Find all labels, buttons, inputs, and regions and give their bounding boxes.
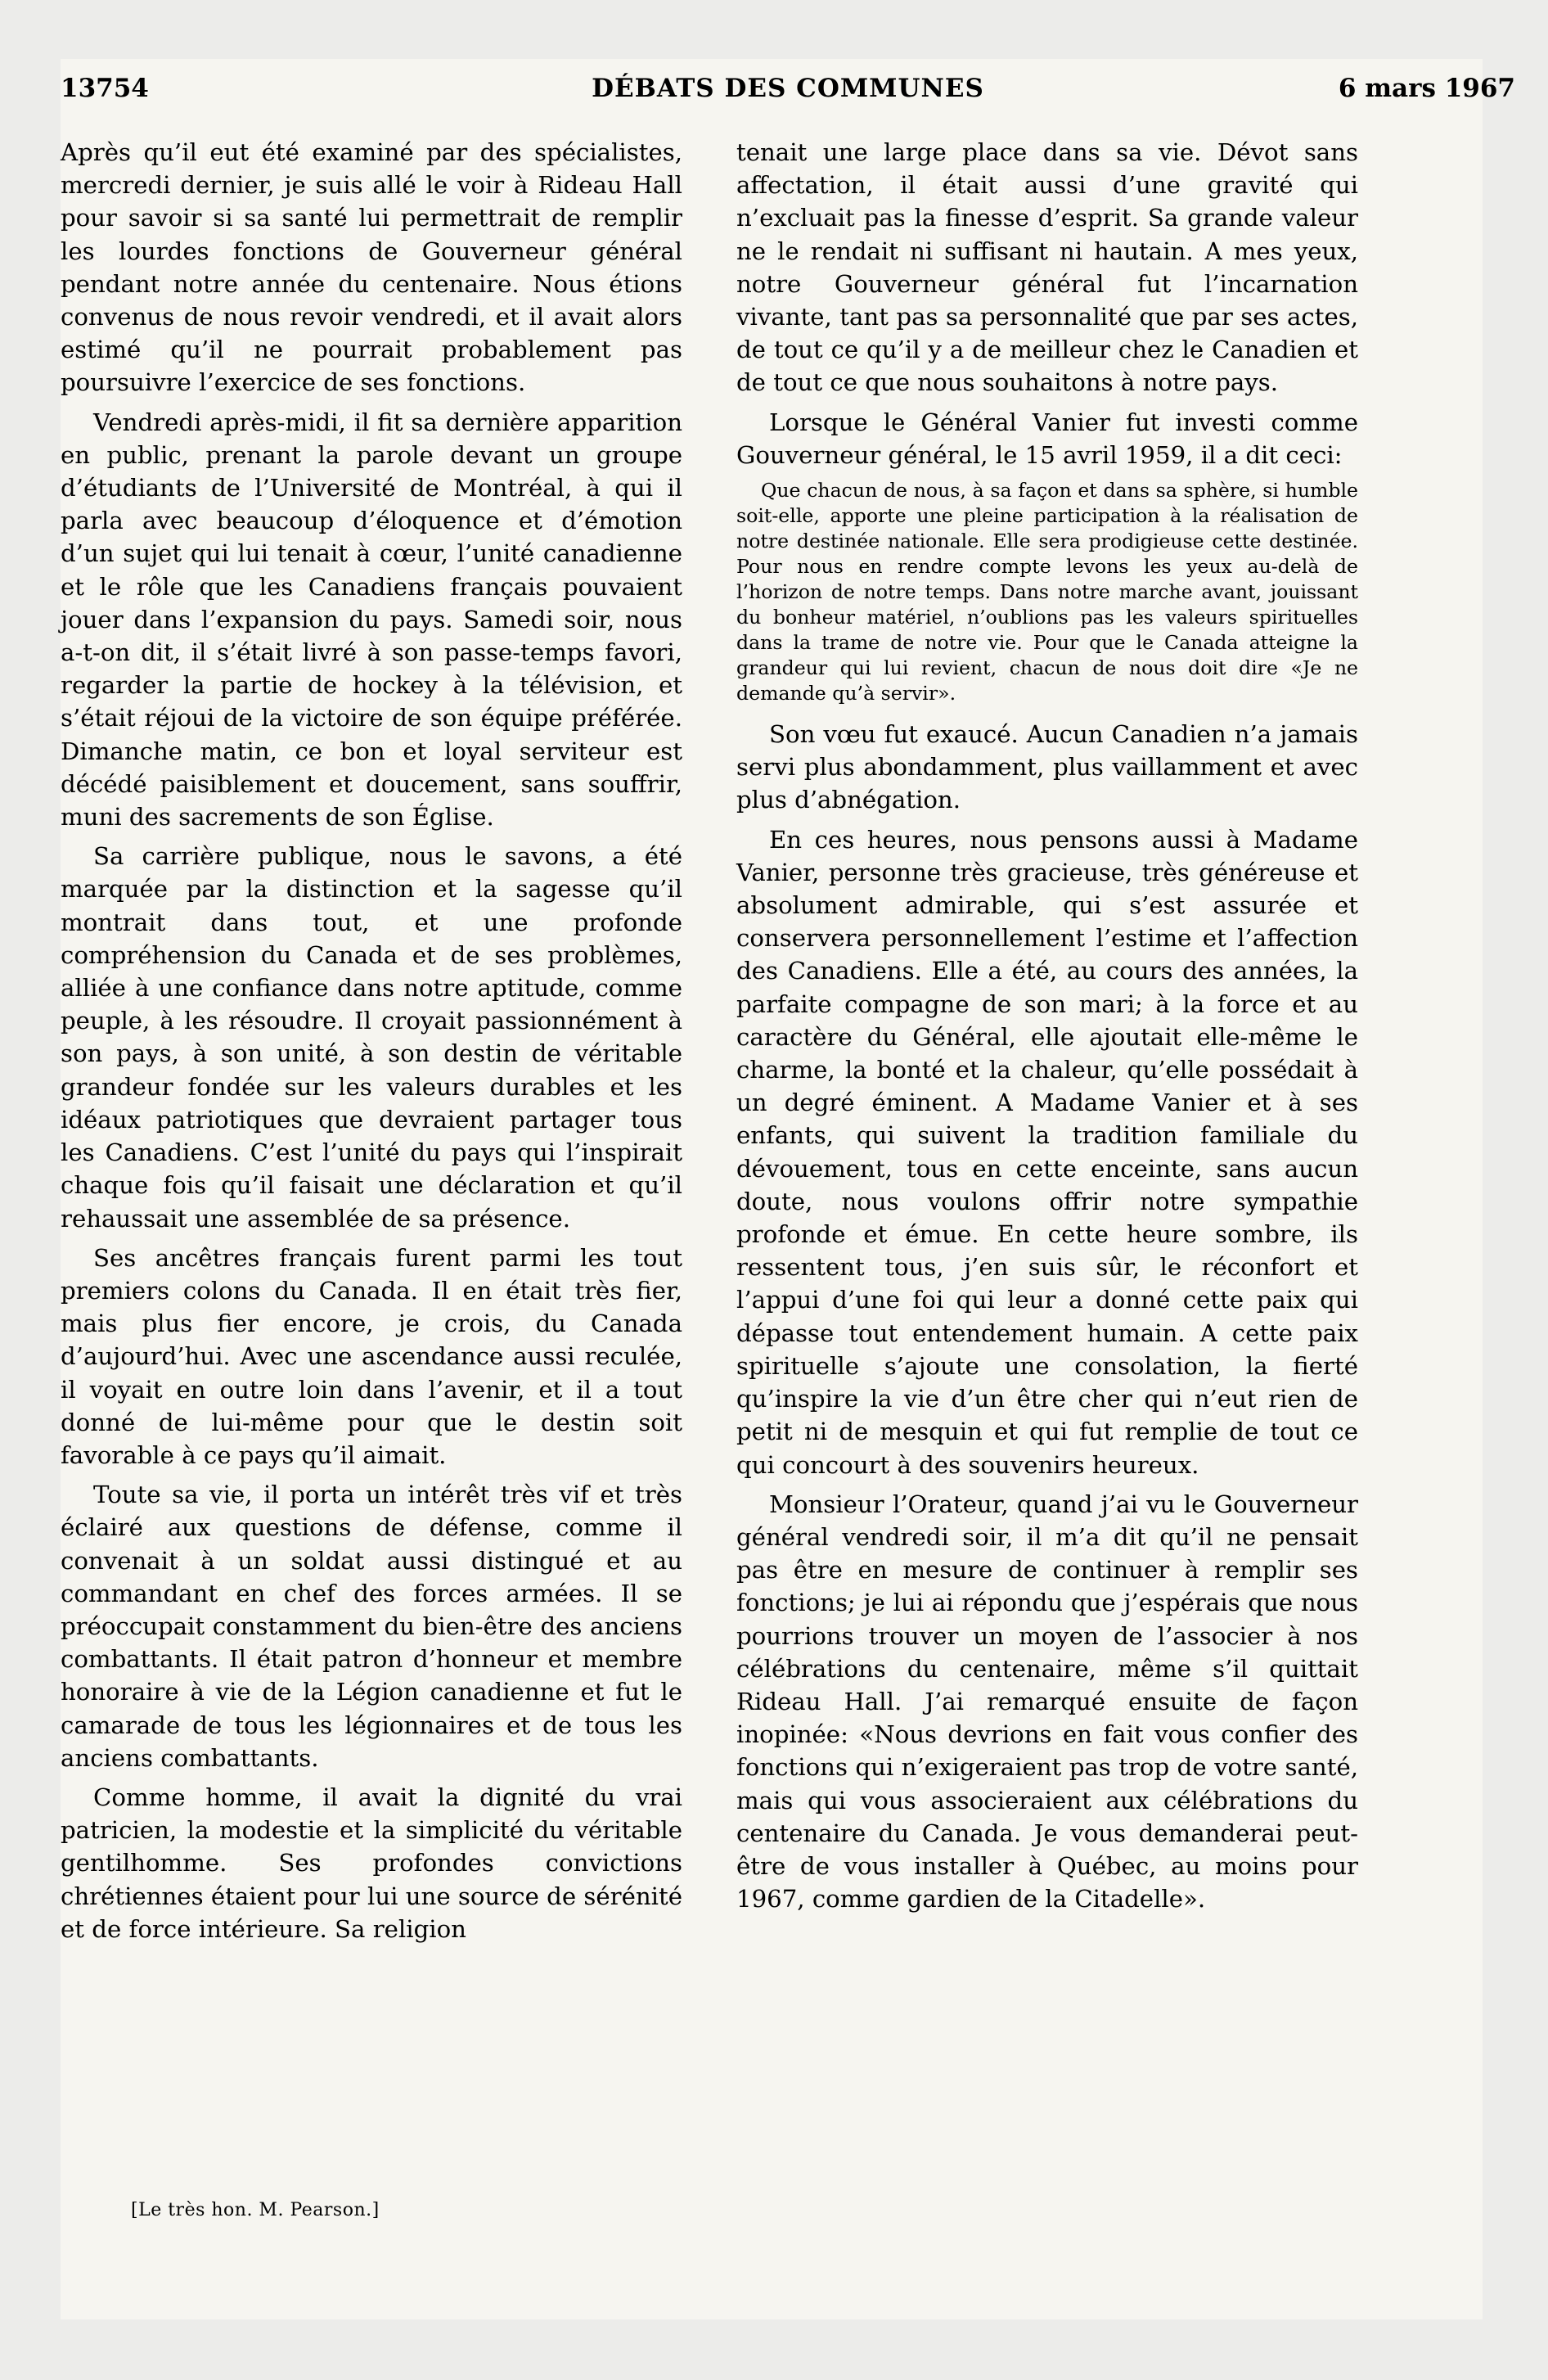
speaker-footer: [Le très hon. M. Pearson.] xyxy=(131,2200,380,2220)
paragraph: tenait une large place dans sa vie. Dévot sans affectation, il était aussi d’une gravité qui n’excluait pas la finesse d’esprit. Sa grande valeur ne le rendait ni suffisant ni hautain. A mes yeux, notre Gouverneur général fut l’incarnation vivante, tant pas sa personnalité que par ses actes, de tout ce qu’il y a de meilleur chez le Canadien et de tout ce que nous souhaitons à notre pays. xyxy=(736,138,1358,397)
paragraph: Son vœu fut exaucé. Aucun Canadien n’a jamais servi plus abondamment, plus vaillamment et avec plus d’abnégation. xyxy=(736,720,1358,814)
journal-title: DÉBATS DES COMMUNES xyxy=(592,74,984,103)
page-number: 13754 xyxy=(61,74,149,103)
paragraph: Monsieur l’Orateur, quand j’ai vu le Gouverneur général vendredi soir, il m’a dit qu’il ne pensait pas être en mesure de continuer à remplir ses fonctions; je lui ai répondu que j’espérais que nous pourrions trouver un moyen de l’associer à nos célébrations du centenaire, même s’il quittait Rideau Hall. J’ai remarqué ensuite de façon inopinée: «Nous devrions en fait vous confier des fonctions qui n’exigeraient pas trop de votre santé, mais qui vous associeraient aux célébrations du centenaire du Canada. Je vous demanderai peut-être de vous installer à Québec, au moins pour 1967, comme gardien de la Citadelle». xyxy=(736,1490,1358,1913)
page-header xyxy=(61,74,1515,115)
right-column xyxy=(736,136,1358,1922)
quote-text: Que chacun de nous, à sa façon et dans sa sphère, si humble soit-elle, apporte une pleine participation à la réalisation de notre destinée nationale. Elle sera prodigieuse cette destinée. Pour nous en rendre compte levons les yeux au-delà de l’horizon de notre temps. Dans notre marche avant, jouissant du bonheur matériel, n’oublions pas les valeurs spirituelles dans la trame de notre vie. Pour que le Canada atteigne la grandeur qui lui revient, chacun de nous doit dire «Je ne demande qu’à servir». xyxy=(736,479,1358,705)
paragraph: En ces heures, nous pensons aussi à Madame Vanier, personne très gracieuse, très généreuse et absolument admirable, qui s’est assurée et conservera personnellement l’estime et l’affection des Canadiens. Elle a été, au cours des années, la parfaite compagne de son mari; à la force et au caractère du Général, elle ajoutait elle-même le charme, la bonté et la chaleur, qu’elle possédait à un degré éminent. A Madame Vanier et à ses enfants, qui suivent la tradition familiale du dévouement, tous en cette enceinte, sans aucun doute, nous voulons offrir notre sympathie profonde et émue. En cette heure sombre, ils ressentent tous, j’en suis sûr, le réconfort et l’appui d’une foi qui leur a donné cette paix qui dépasse tout entendement humain. A cette paix spirituelle s’ajoute une consolation, la fierté qu’inspire la vie d’un être cher qui n’eut rien de petit ni de mesquin et qui fut remplie de tout ce qui concourt à des souvenirs heureux. xyxy=(736,825,1358,1479)
paragraph: Lorsque le Général Vanier fut investi comme Gouverneur général, le 15 avril 1959, il a dit ceci: xyxy=(736,408,1358,469)
issue-date: 6 mars 1967 xyxy=(1338,74,1515,103)
paragraph: Sa carrière publique, nous le savons, a été marquée par la distinction et la sagesse qu’il montrait dans tout, et une profonde compréhension du Canada et de ses problèmes, alliée à une confiance dans notre aptitude, comme peuple, à les résoudre. Il croyait passionnément à son pays, à son unité, à son destin de véritable grandeur fondée sur les valeurs durables et les idéaux patriotiques que devraient partager tous les Canadiens. C’est l’unité du pays qui l’inspirait chaque fois qu’il faisait une déclaration et qu’il rehaussait une assemblée de sa présence. xyxy=(61,842,682,1233)
paragraph: Toute sa vie, il porta un intérêt très vif et très éclairé aux questions de défense, comme il convenait à un soldat aussi distingué et au commandant en chef des forces armées. Il se préoccupait constamment du bien-être des anciens combattants. Il était patron d’honneur et membre honoraire à vie de la Légion canadienne et fut le camarade de tous les légionnaires et de tous les anciens combattants. xyxy=(61,1481,682,1772)
left-column xyxy=(61,136,682,1952)
paragraph: Ses ancêtres français furent parmi les tout premiers colons du Canada. Il en était très fier, mais plus fier encore, je crois, du Canada d’aujourd’hui. Avec une ascendance aussi reculée, il voyait en outre loin dans l’avenir, et il a tout donné de lui-même pour que le destin soit favorable à ce pays qu’il aimait. xyxy=(61,1243,682,1469)
paragraph: Après qu’il eut été examiné par des spécialistes, mercredi dernier, je suis allé le voir à Rideau Hall pour savoir si sa santé lui permettrait de remplir les lourdes fonctions de Gouverneur général pendant notre année du centenaire. Nous étions convenus de nous revoir vendredi, et il avait alors estimé qu’il ne pourrait probablement pas poursuivre l’exercice de ses fonctions. xyxy=(61,138,682,397)
paragraph: Comme homme, il avait la dignité du vrai patricien, la modestie et la simplicité du véritable gentilhomme. Ses profondes convictions chrétiennes étaient pour lui une source de sérénité et de force intérieure. Sa religion xyxy=(61,1783,682,1943)
block-quote xyxy=(736,478,1358,706)
paragraph: Vendredi après-midi, il fit sa dernière apparition en public, prenant la parole devant un groupe d’étudiants de l’Université de Montréal, à qui il parla avec beaucoup d’éloquence et d’émotion d’un sujet qui lui tenait à cœur, l’unité canadienne et le rôle que les Canadiens français pouvaient jouer dans l’expansion du pays. Samedi soir, nous a-t-on dit, il s’était livré à son passe-temps favori, regarder la partie de hockey à la télévision, et s’était réjoui de la victoire de son équipe préférée. Dimanche matin, ce bon et loyal serviteur est décédé paisiblement et doucement, sans souffrir, muni des sacrements de son Église. xyxy=(61,408,682,832)
